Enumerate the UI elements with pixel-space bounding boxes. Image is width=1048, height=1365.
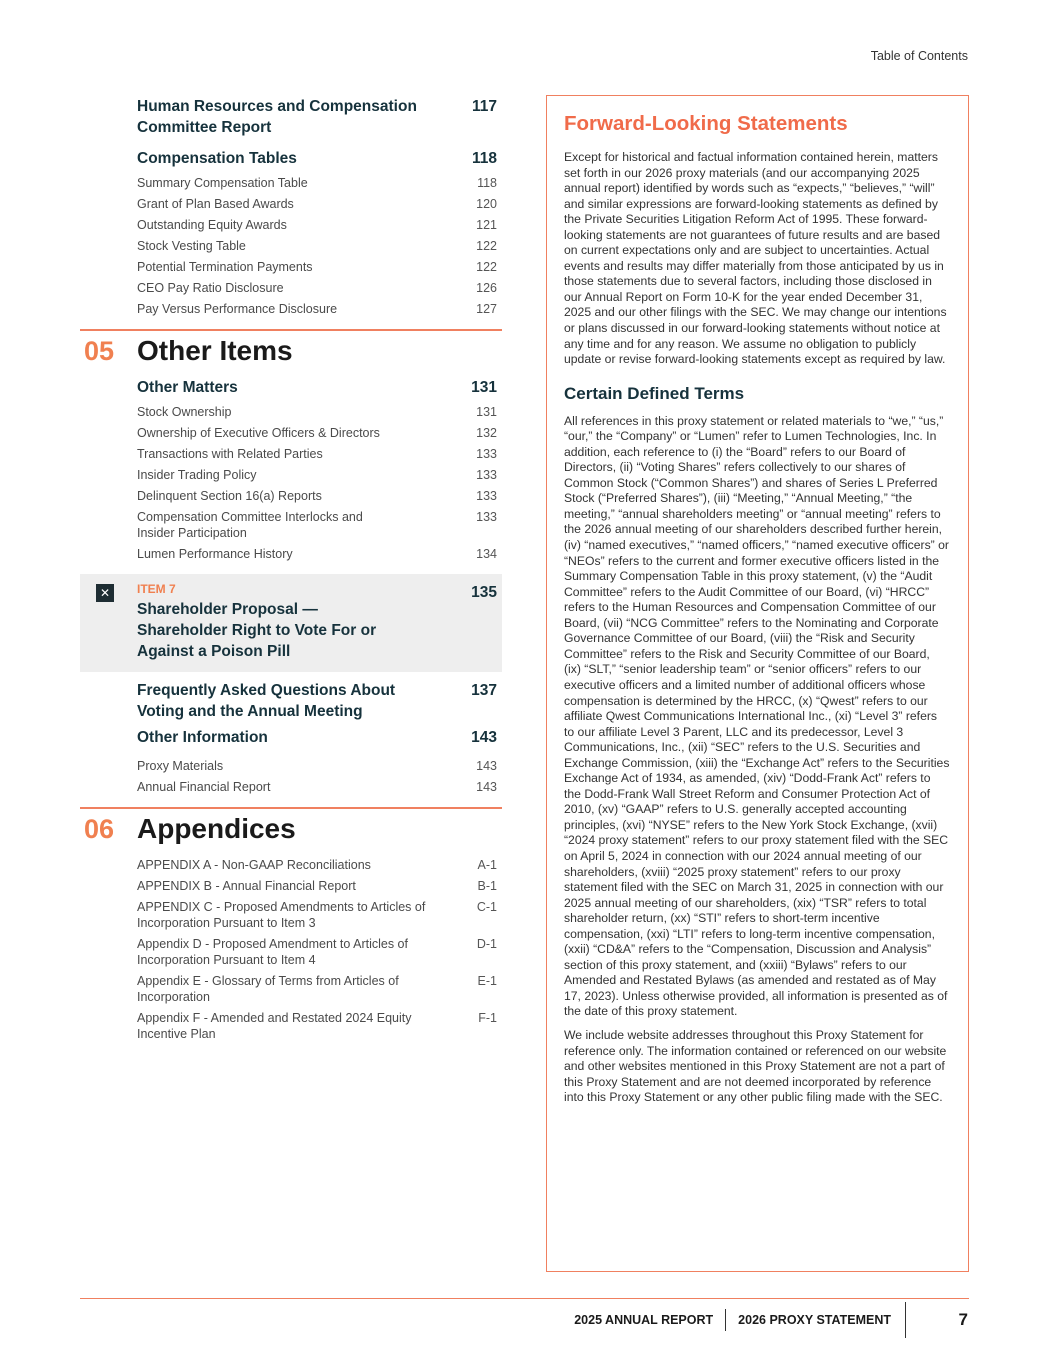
toc-subentry-label: Annual Financial Report xyxy=(137,780,271,794)
toc-subentry-page: 132 xyxy=(476,426,497,440)
toc-subentry-label: Summary Compensation Table xyxy=(137,176,308,190)
toc-subentry-page: 134 xyxy=(476,547,497,561)
toc-entry-item-7[interactable] xyxy=(80,574,502,672)
defined-terms-body: All references in this proxy statement or related materials to “we,” “us,” “our,” the “Company” or “Lumen” refer to Lumen Technologies, Inc. In addition, each reference to (i) the “Board” refers to our Board of Directors, (ii) “Voting Shares” refers collectively to our shares of Common Stock (“Common Shares”) and shares of Series L Preferred Stock (“Preferred Shares”), (iii) “Meeting,” “Annual Meeting,” “the meeting,” “annual shareholders meeting” or “annual meeting” refers to the 2026 annual meeting of our shareholders described further herein, (iv) “named executives,” “named officers,” “named executive officers” or “NEOs” refers to the current and former executive officers listed in the Summary Compensation Table in this proxy statement, (v) the “Audit Committee” refers to the Audit Committee of our Board, (vi) “HRCC” refers to the Human Resources and Compensation Committee of our Board, (vii) “NCG Committee” refers to the Nominating and Corporate Governance Committee of our Board, (viii) the “Risk and Security Committee” refers to the Risk and Security Committee of our Board, (ix) “SLT,” “senior leadership team” or “senior officers” refers to our executive officers and a limited number of additional officers whose compensation is determined by the HRCC, (x) “Qwest” refers to our affiliate Qwest Communications International Inc., (xi) “Level 3” refers to our affiliate Level 3 Parent, LLC and its predecessor, Level 3 Communications, Inc., (xii) “SEC” refers to the U.S. Securities and Exchange Commission, (xiii) the “Exchange Act” refers to the Securities Exchange Act of 1934, as amended, (xiv) “Dodd-Frank Act” refers to the Dodd-Frank Wall Street Reform and Consumer Protection Act of 2010, (xv) “GAAP” refers to U.S. generally accepted accounting principles, (xvi) “NYSE” refers to the New York Stock Exchange, (xvii) “2024 proxy statement” refers to our proxy statement filed with the SEC on April 5, 2024 in connection with our 2024 annual meeting of our shareholders, (xviii) “2025 proxy statement” refers to our proxy statement filed with the SEC on March 31, 2025 in connection with our 2025 annual meeting of our shareholders, (xix) “TSR” refers to total shareholder return, (xx) “STI” refers to short-term incentive compensation, (xxi) “LTI” refers to long-term incentive compensation, (xxii) “CD&A” refers to the “Compensation, Discussion and Analysis” section of this proxy statement, and (xxiii) “Bylaws” refers to our Amended and Restated Bylaws (as amended and restated as of May 17, 2023). Unless otherwise provided, all information is presented as of the date of this proxy statement. xyxy=(564,413,950,1019)
toc-subentry[interactable] xyxy=(80,467,502,483)
toc-subentry-page: B-1 xyxy=(477,879,497,893)
toc-subentry-label: APPENDIX C - Proposed Amendments to Articles of Incorporation Pursuant to Item 3 xyxy=(137,900,426,930)
toc-subentry[interactable] xyxy=(80,446,502,462)
section-header-05[interactable] xyxy=(80,329,502,375)
toc-subentry-page: 118 xyxy=(477,176,497,190)
table-of-contents-link[interactable]: Table of Contents xyxy=(870,49,968,63)
toc-entry-hrcc-report[interactable] xyxy=(80,96,502,138)
toc-subentry-page: 122 xyxy=(476,260,497,274)
toc-subentry[interactable] xyxy=(80,488,502,504)
toc-subentry[interactable] xyxy=(80,546,502,562)
footer-proxy-statement-label: 2026 PROXY STATEMENT xyxy=(738,1313,891,1327)
toc-subentry-page: 143 xyxy=(476,780,497,794)
toc-entry-page: 137 xyxy=(471,682,497,699)
toc-subentry-page: 120 xyxy=(476,197,497,211)
toc-subentry-label: APPENDIX B - Annual Financial Report xyxy=(137,879,356,893)
toc-entry-label: Other Information xyxy=(137,729,268,746)
toc-subentry-page: 143 xyxy=(476,759,497,773)
toc-subentry[interactable] xyxy=(80,404,502,420)
toc-entry-page: 143 xyxy=(471,729,497,746)
toc-subentry[interactable] xyxy=(80,779,502,795)
toc-subentry-label: CEO Pay Ratio Disclosure xyxy=(137,281,284,295)
page-number: 7 xyxy=(958,1310,968,1329)
forward-looking-statements-box xyxy=(546,95,969,1272)
toc-subentry-label: Stock Vesting Table xyxy=(137,239,246,253)
toc-entry-label: Human Resources and Compensation Committee Report xyxy=(137,98,417,136)
section-header-06[interactable] xyxy=(80,807,502,853)
toc-subentry[interactable] xyxy=(80,425,502,441)
toc-subentry-page: 126 xyxy=(476,281,497,295)
x-icon: ✕ xyxy=(96,584,114,602)
page-footer xyxy=(574,1306,968,1334)
toc-subentry-page: 133 xyxy=(476,468,497,482)
website-disclaimer: We include website addresses throughout this Proxy Statement for reference only. The information contained or referenced on our website and other websites mentioned in this Proxy Statement are not a part of this Proxy Statement and are not deemed incorporated by reference into this Proxy Statement or any other public filing made with the SEC. xyxy=(564,1027,947,1105)
toc-subentry[interactable] xyxy=(80,175,502,191)
toc-subentry-page: 122 xyxy=(476,239,497,253)
toc-subentry-page: 133 xyxy=(476,489,497,503)
toc-subentry-page: 131 xyxy=(476,405,497,419)
toc-appendix-entry[interactable] xyxy=(80,973,502,1005)
toc-subentry[interactable] xyxy=(80,301,502,317)
toc-subentry[interactable] xyxy=(80,758,502,774)
toc-appendix-entry[interactable] xyxy=(80,936,502,968)
toc-left-column xyxy=(80,96,502,1042)
toc-subentry-page: 127 xyxy=(476,302,497,316)
toc-subentry[interactable] xyxy=(80,196,502,212)
toc-subentry-label: Proxy Materials xyxy=(137,759,224,773)
toc-subentry-label: Potential Termination Payments xyxy=(137,260,313,274)
toc-subentry-label: Outstanding Equity Awards xyxy=(137,218,287,232)
toc-entry-label: Compensation Tables xyxy=(137,150,297,167)
section-title: Appendices xyxy=(137,813,296,844)
toc-entry-page: 131 xyxy=(471,379,497,396)
toc-subentry-page: 133 xyxy=(476,447,497,461)
toc-subentry-label: Lumen Performance History xyxy=(137,547,293,561)
toc-entry-page: 135 xyxy=(471,584,497,601)
toc-subentry-label: Insider Trading Policy xyxy=(137,468,257,482)
toc-subentry-label: Compensation Committee Interlocks and Insider Participation xyxy=(137,510,363,540)
toc-subentry-label: Appendix F - Amended and Restated 2024 Equity Incentive Plan xyxy=(137,1011,412,1041)
toc-subentry-page: F-1 xyxy=(478,1011,497,1025)
footer-divider xyxy=(80,1298,969,1299)
toc-subentry[interactable] xyxy=(80,238,502,254)
item-kicker: ITEM 7 xyxy=(137,582,176,596)
section-number: 06 xyxy=(84,814,115,844)
toc-appendix-entry[interactable] xyxy=(80,878,502,894)
toc-entry-label: Shareholder Proposal — Shareholder Right to Vote For or Against a Poison Pill xyxy=(137,601,377,660)
toc-subentry-label: Pay Versus Performance Disclosure xyxy=(137,302,338,316)
toc-subentry-label: Delinquent Section 16(a) Reports xyxy=(137,489,322,503)
toc-subentry-page: A-1 xyxy=(477,858,497,872)
toc-entry-faq[interactable] xyxy=(80,680,502,722)
toc-subentry-label: Transactions with Related Parties xyxy=(137,447,323,461)
toc-entry-label: Frequently Asked Questions About Voting and the Annual Meeting xyxy=(137,682,396,720)
toc-entry-page: 118 xyxy=(471,150,497,167)
toc-entry-label: Other Matters xyxy=(137,379,238,396)
toc-entry-compensation-tables[interactable] xyxy=(80,148,502,169)
toc-subentry-label: Ownership of Executive Officers & Directors xyxy=(137,426,380,440)
toc-subentry-page: 121 xyxy=(476,218,497,232)
toc-subentry-label: Appendix D - Proposed Amendment to Articles of Incorporation Pursuant to Item 4 xyxy=(137,937,408,967)
toc-subentry[interactable] xyxy=(80,509,502,541)
toc-appendix-entry[interactable] xyxy=(80,857,502,873)
toc-subentry-page: D-1 xyxy=(476,937,497,951)
forward-looking-title: Forward-Looking Statements xyxy=(564,112,848,135)
toc-entry-page: 117 xyxy=(471,98,497,115)
section-number: 05 xyxy=(84,336,115,366)
forward-looking-body: Except for historical and factual information contained herein, matters set forth in our 2026 proxy materials (and our accompanying 2025 annual report) identified by words such as “expects,” “believes,” “will” and similar expressions are forward-looking statements as defined by the Private Securities Litigation Reform Act of 1995. These forward-looking statements are not guarantees of future results and are based on current expectations only and are subject to uncertainties. Actual events and results may differ materially from those anticipated by us in those statements due to several factors, including those disclosed in our Annual Report on Form 10-K for the year ended December 31, 2025 and our other filings with the SEC. We may change our intentions or plans discussed in our forward-looking statements without notice at any time and for any reason. We assume no obligation to publicly update or revise forward-looking statements except as required by law. xyxy=(564,150,947,367)
footer-separator xyxy=(725,1309,726,1331)
toc-subentry-page: E-1 xyxy=(477,974,497,988)
toc-entry-other-matters[interactable] xyxy=(80,377,502,398)
toc-subentry-page: 133 xyxy=(476,510,497,524)
defined-terms-title: Certain Defined Terms xyxy=(564,383,745,403)
toc-subentry[interactable] xyxy=(80,280,502,296)
toc-subentry-label: Appendix E - Glossary of Terms from Articles of Incorporation xyxy=(137,974,399,1004)
toc-appendix-entry[interactable] xyxy=(80,1010,502,1042)
toc-subentry-page: C-1 xyxy=(476,900,497,914)
section-title: Other Items xyxy=(137,335,293,366)
toc-appendix-entry[interactable] xyxy=(80,899,502,931)
toc-subentry-label: Grant of Plan Based Awards xyxy=(137,197,294,211)
footer-annual-report-label: 2025 ANNUAL REPORT xyxy=(574,1313,714,1327)
toc-subentry-label: APPENDIX A - Non-GAAP Reconciliations xyxy=(137,858,371,872)
toc-subentry[interactable] xyxy=(80,217,502,233)
toc-entry-other-information[interactable] xyxy=(80,727,502,748)
toc-subentry[interactable] xyxy=(80,259,502,275)
toc-subentry-label: Stock Ownership xyxy=(137,405,232,419)
